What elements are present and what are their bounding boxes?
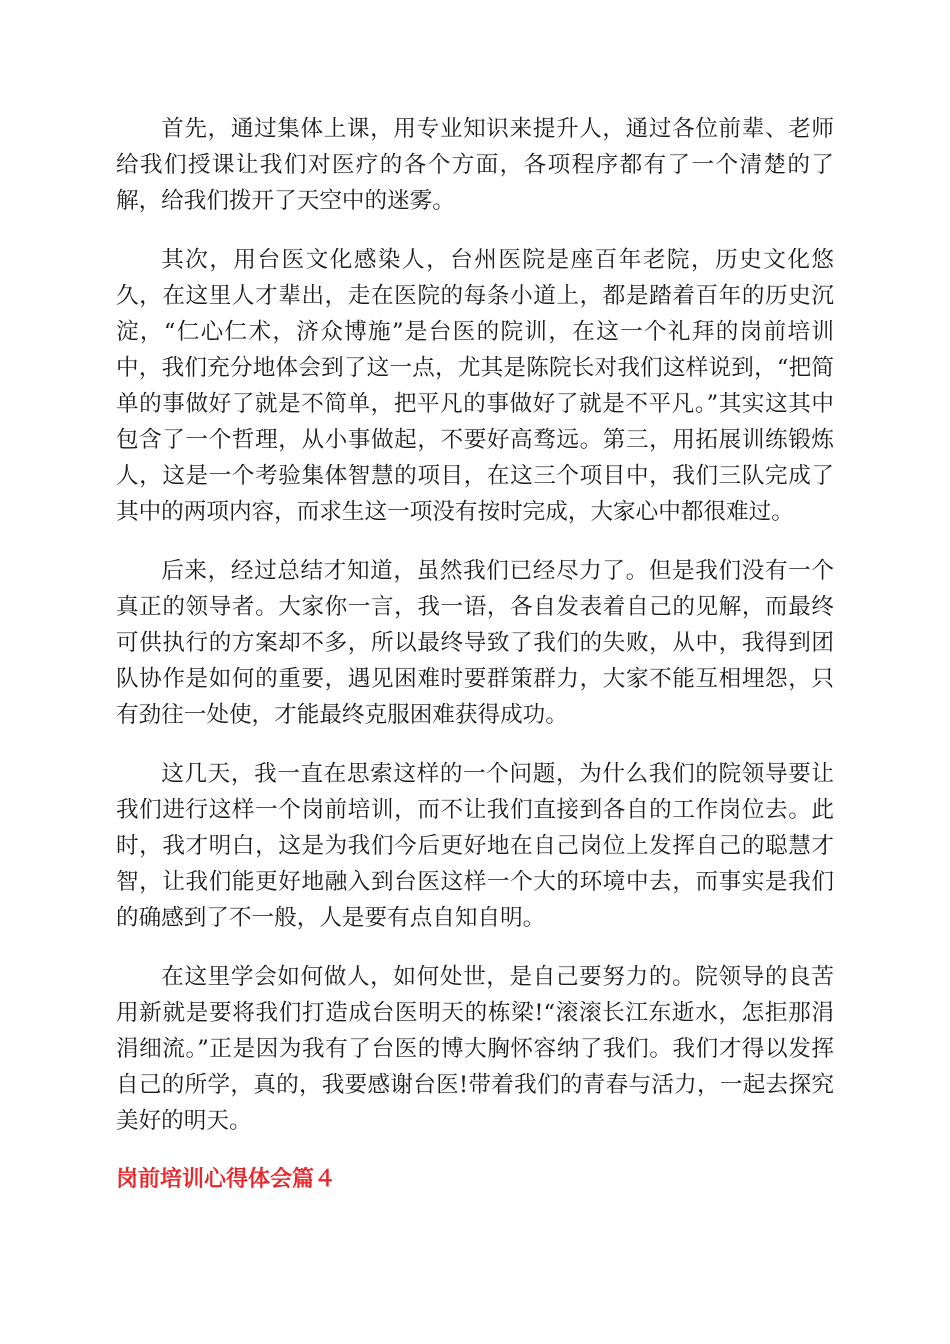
section-heading: 岗前培训心得体会篇４ xyxy=(116,1167,337,1192)
paragraph-4: 这几天，我一直在思索这样的一个问题，为什么我们的院领导要让我们进行这样一个岗前培训，而不让我们直接到各自的工作岗位去。此时，我才明白，这是为我们今后更好地在自己岗位上发挥自己的聪慧才智，让我们能更好地融入到台医这样一个大的环境中去，而事实是我们的确感到了不一般，人是要有点自知自明。 xyxy=(116,761,834,931)
paragraph-5: 在这里学会如何做人，如何处世，是自己要努力的。院领导的良苦用新就是要将我们打造成台医明天的栋梁!“滚滚长江东逝水，怎拒那涓涓细流。”正是因为我有了台医的博大胸怀容纳了我们。我们才得以发挥自己的所学，真的，我要感谢台医!带着我们的青春与活力，一起去探究美好的明天。 xyxy=(116,964,834,1134)
paragraph-3: 后来，经过总结才知道，虽然我们已经尽力了。但是我们没有一个真正的领导者。大家你一言，我一语，各自发表着自己的见解，而最终可供执行的方案却不多，所以最终导致了我们的失败，从中，我得到团队协作是如何的重要，遇见困难时要群策群力，大家不能互相埋怨，只有劲往一处使，才能最终克服困难获得成功。 xyxy=(116,558,834,728)
document-body xyxy=(116,111,834,1198)
paragraph-1: 首先，通过集体上课，用专业知识来提升人，通过各位前辈、老师给我们授课让我们对医疗的各个方面，各项程序都有了一个清楚的了解，给我们拨开了天空中的迷雾。 xyxy=(116,116,834,214)
paragraph-2: 其次，用台医文化感染人，台州医院是座百年老院，历史文化悠久，在这里人才辈出，走在医院的每条小道上，都是踏着百年的历史沉淀，“仁心仁术，济众博施”是台医的院训，在这一个礼拜的岗前培训中，我们充分地体会到了这一点，尤其是陈院长对我们这样说到，“把简单的事做好了就是不简单，把平凡的事做好了就是不平凡。”其实这其中包含了一个哲理，从小事做起，不要好高骛远。第三，用拓展训练锻炼人，这是一个考验集体智慧的项目，在这三个项目中，我们三队完成了其中的两项内容，而求生这一项没有按时完成，大家心中都很难过。 xyxy=(116,247,834,525)
